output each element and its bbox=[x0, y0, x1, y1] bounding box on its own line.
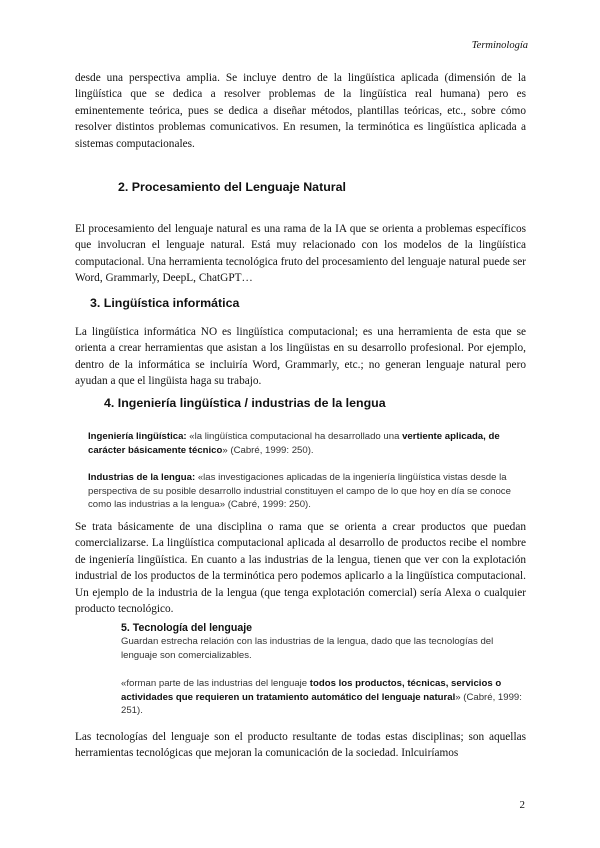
page-number: 2 bbox=[519, 799, 525, 811]
quote-term: Industrias de la lengua: bbox=[88, 472, 196, 483]
quote-citation: » (Cabré, 1999: 251). bbox=[121, 691, 522, 717]
running-header: Terminología bbox=[471, 40, 528, 51]
section-3-paragraph: La lingüística informática NO es lingüística computacional; es una herramienta de esta que se orienta a crear herramientas que asistan a los lingüistas en su desarrollo profesional. Por ejemplo, dentro de la informática se incluiría Word, Grammarly, etc.; no generan lenguaje natural pero ayudan a que el lingüista haga su trabajo. bbox=[75, 326, 526, 388]
quote-text: «forman parte de las industrias del lenguaje bbox=[121, 678, 310, 689]
quote-citation: » (Cabré, 1999: 250). bbox=[222, 444, 314, 456]
intro-paragraph: desde una perspectiva amplia. Se incluye dentro de la lingüística aplicada (dimensión de la lingüística que se dedica a resolver problemas de la lingüística real humana) pero es eminentemente teórica, pues se dedica a diseñar métodos, plantillas teóricas, etc., sobre cómo resolver distintos problemas comunicativos. En resumen, la terminótica es lingüística aplicada a sistemas computacionales. bbox=[75, 72, 526, 150]
section-4-paragraph: Se trata básicamente de una disciplina o rama que se orienta a crear productos que puedan comercializarse. La lingüística computacional aplicada al desarrollo de productos recibe el nombre de ingeniería lingüística. En cuanto a las industrias de la lengua, tienen que ver con la explotación industrial de los productos de la terminótica pero podemos aplicarlo a la lingüística computacional. Un ejemplo de la industria de la lengua (que tenga explotación comercial) sería Alexa o cualquier producto tecnológico. bbox=[75, 521, 526, 616]
quote-text: «las investigaciones aplicadas de la ingeniería lingüística vistas desde la perspectiva de su posible desarrollo industrial constituyen el campo de lo que hoy en día se conoce como las industrias a la lengua» (Cabré, 1999: 250). bbox=[88, 472, 511, 511]
section-3-heading: 3. Lingüística informática bbox=[90, 296, 240, 310]
quote-industrias-lengua bbox=[88, 471, 528, 512]
section-4-heading: 4. Ingeniería lingüística / industrias de la lengua bbox=[104, 396, 386, 410]
section-2-heading: 2. Procesamiento del Lenguaje Natural bbox=[118, 180, 346, 194]
quote-ingenieria-linguistica bbox=[88, 430, 528, 457]
quote-term: Ingeniería lingüística: bbox=[88, 431, 187, 442]
section-5-description: Guardan estrecha relación con las industrias de la lengua, dado que las tecnologías del lenguaje son comercializables. bbox=[121, 636, 494, 661]
section-5-paragraph: Las tecnologías del lenguaje son el producto resultante de todas estas disciplinas; son aquellas herramientas tecnológicas que mejoran la comunicación de la sociedad. Inlcuiríamos bbox=[75, 731, 526, 760]
quote-text: «la lingüística computacional ha desarrollado una bbox=[186, 431, 403, 442]
quote-bold-text: todos los productos, técnicas, servicios o actividades que requieren un tratamiento automático del lenguaje natural bbox=[121, 678, 502, 703]
section-5-heading: 5. Tecnología del lenguaje bbox=[121, 622, 253, 634]
quote-tecnologias-lenguaje bbox=[121, 677, 526, 718]
section-2-paragraph: El procesamiento del lenguaje natural es una rama de la IA que se orienta a problemas específicos que involucran el lenguaje natural. Está muy relacionado con los modelos de la lingüística computacional. Una herramienta tecnológica fruto del procesamiento del lenguaje natural puede ser Word, Grammarly, DeepL, ChatGPT… bbox=[75, 223, 526, 285]
quote-bold-text: vertiente aplicada, de carácter básicamente técnico bbox=[88, 431, 500, 456]
